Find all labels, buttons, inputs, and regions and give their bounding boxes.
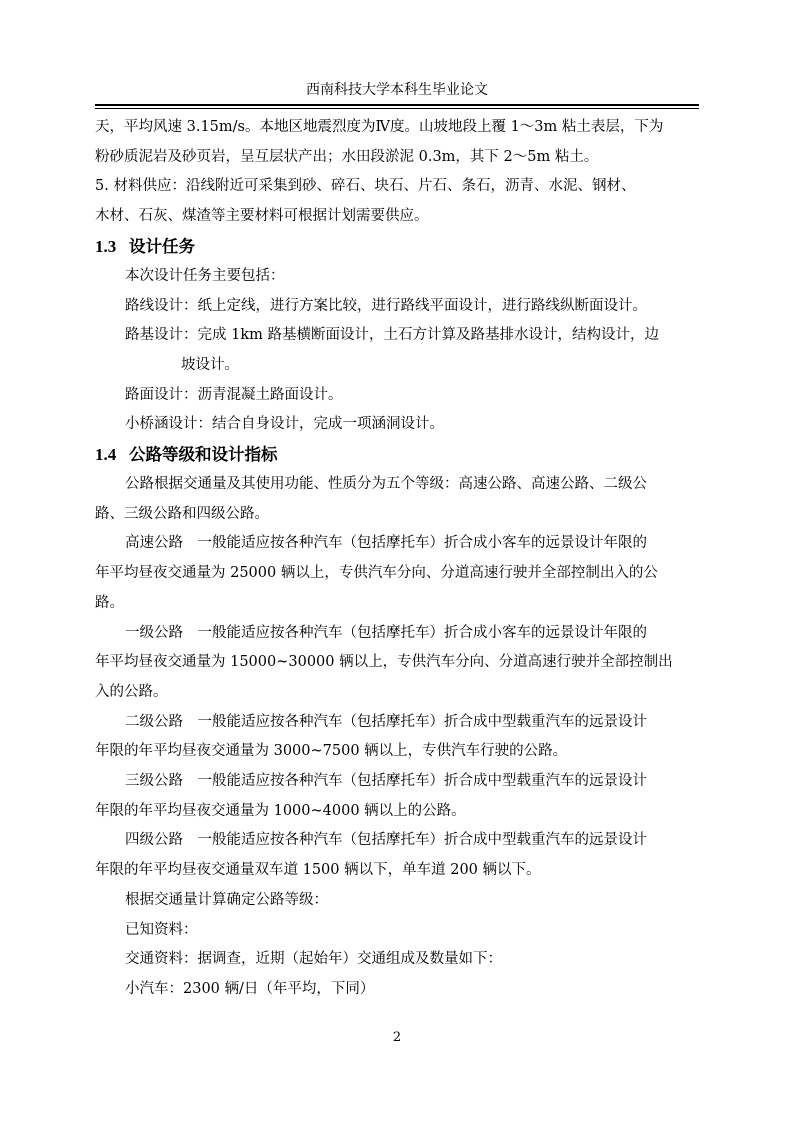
text-line: 交通资料：据调查，近期（起始年）交通组成及数量如下： — [125, 951, 502, 968]
text-line: 三级公路 一般能适应按各种汽车（包括摩托车）折合成中型载重汽车的远景设计 — [125, 773, 647, 790]
text-line: 路面设计：沥青混凝土路面设计。 — [125, 386, 343, 403]
text-line: 本次设计任务主要包括： — [125, 267, 285, 284]
text-line: 小桥涵设计：结合自身设计，完成一项涵洞设计。 — [125, 416, 444, 433]
header-rule-thick — [95, 104, 699, 106]
text-line: 二级公路 一般能适应按各种汽车（包括摩托车）折合成中型载重汽车的远景设计 — [125, 713, 647, 730]
section-number: 1.3 — [95, 236, 117, 256]
text-line: 根据交通量计算确定公路等级： — [125, 891, 328, 908]
text-line: 高速公路 一般能适应按各种汽车（包括摩托车）折合成小客车的远景设计年限的 — [125, 535, 647, 552]
running-header: 西南科技大学本科生毕业论文 — [306, 82, 488, 98]
text-line: 年限的年平均昼夜交通量双车道 1500 辆以下，单车道 200 辆以下。 — [95, 862, 541, 879]
text-line: 年平均昼夜交通量为 15000~30000 辆以上，专供汽车分向、分道高速行驶并全部控制出 — [95, 654, 673, 671]
text-line: 粉砂质泥岩及砂页岩，呈互层状产出；水田段淤泥 0.3m，其下 2～5m 粘土。 — [95, 148, 599, 165]
page-number: 2 — [392, 1030, 402, 1045]
text-line: 年限的年平均昼夜交通量为 1000~4000 辆以上的公路。 — [95, 802, 466, 819]
text-line: 天，平均风速 3.15m/s。本地区地震烈度为Ⅳ度。山坡地段上覆 1～3m 粘土表层，下为 — [95, 119, 664, 135]
section-title: 设计任务 — [129, 236, 195, 256]
text-line: 入的公路。 — [95, 683, 168, 700]
text-line: 路基设计：完成 1km 路基横断面设计，土石方计算及路基排水设计，结构设计，边 — [125, 327, 659, 344]
page-body — [95, 113, 701, 1005]
text-line: 公路根据交通量及其使用功能、性质分为五个等级：高速公路、高速公路、二级公 — [125, 476, 647, 493]
section-title: 公路等级和设计指标 — [129, 445, 278, 465]
text-line: 路线设计：纸上定线，进行方案比较，进行路线平面设计，进行路线纵断面设计。 — [125, 297, 647, 314]
section-heading-1-4 — [95, 440, 701, 470]
text-line: 年平均昼夜交通量为 25000 辆以上，专供汽车分向、分道高速行驶并全部控制出入的公 — [95, 565, 658, 582]
section-heading-1-3 — [95, 232, 701, 262]
header-rule-thin — [95, 108, 699, 109]
section-number: 1.4 — [95, 445, 117, 465]
text-line: 已知资料： — [125, 921, 198, 938]
text-line: 坡设计。 — [181, 356, 239, 373]
text-line: 小汽车：2300 辆/日（年平均，下同） — [125, 980, 375, 997]
text-line: 四级公路 一般能适应按各种汽车（包括摩托车）折合成中型载重汽车的远景设计 — [125, 832, 647, 849]
text-line: 路。 — [95, 594, 124, 611]
text-line: 路、三级公路和四级公路。 — [95, 505, 269, 522]
text-line: 5. 材料供应：沿线附近可采集到砂、碎石、块石、片石、条石，沥青、水泥、钢材、 — [95, 178, 636, 195]
text-line: 一级公路 一般能适应按各种汽车（包括摩托车）折合成小客车的远景设计年限的 — [125, 624, 647, 641]
text-line: 年限的年平均昼夜交通量为 3000~7500 辆以上，专供汽车行驶的公路。 — [95, 743, 568, 760]
text-line: 木材、石灰、煤渣等主要材料可根据计划需要供应。 — [95, 208, 429, 225]
